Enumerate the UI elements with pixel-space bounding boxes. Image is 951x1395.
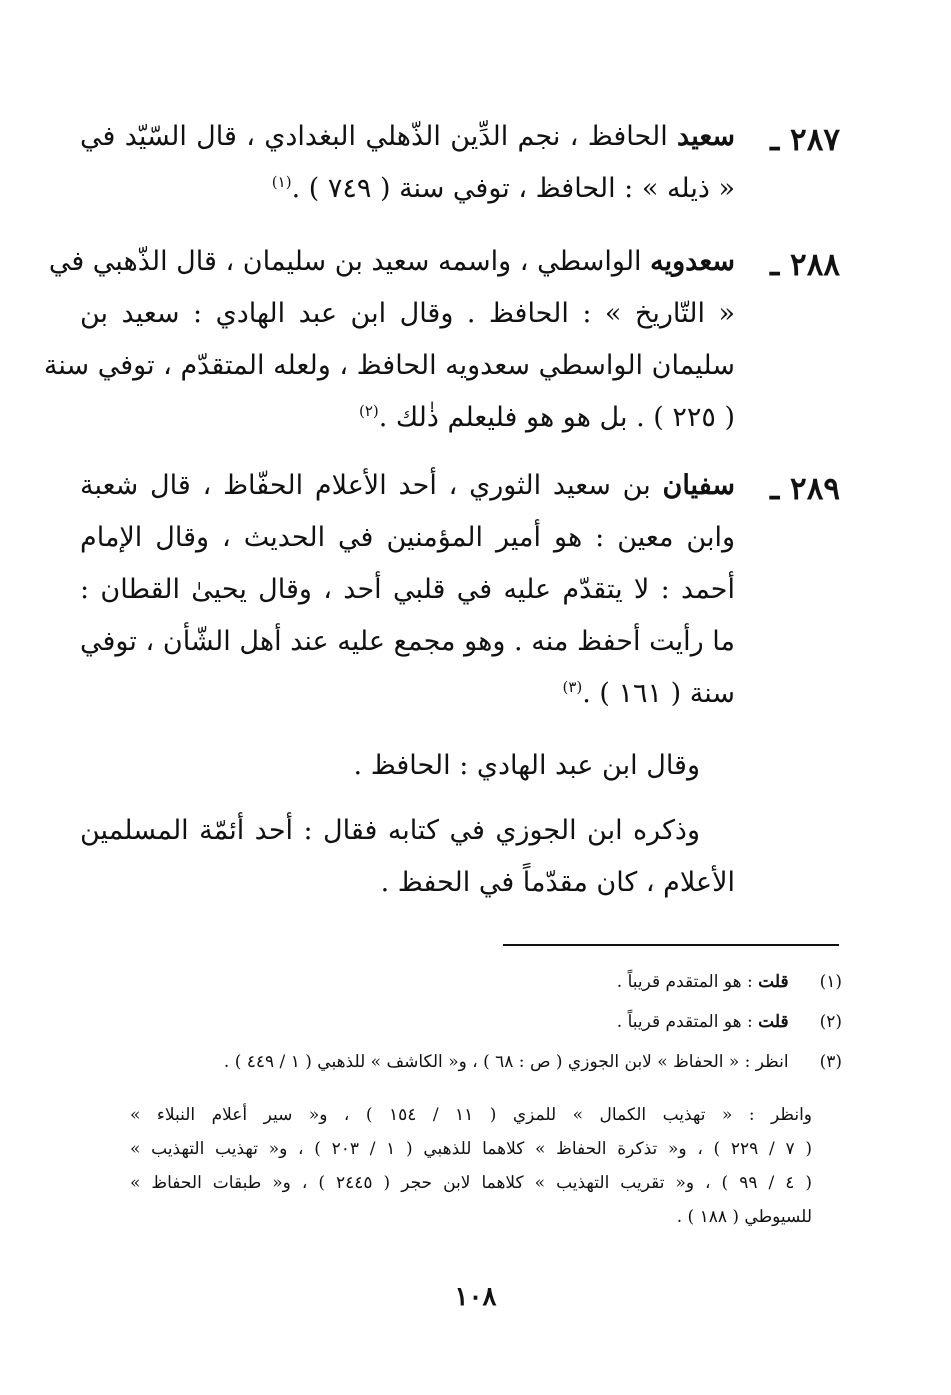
entry-line: سنة ( ١٦١ ) .$^{(٣)}$ — [562, 678, 735, 709]
paragraph-ibn-aljawzi — [80, 805, 700, 857]
footnote-3-continuation — [130, 1098, 812, 1234]
footnote-number: (٢) — [819, 1012, 842, 1032]
footnote-3 — [100, 1044, 842, 1080]
footnote-number: (١) — [819, 972, 842, 992]
entry-number: ٢٨٨ ـ — [770, 247, 840, 283]
paragraph-line: الأعلام ، كان مقدّماً في الحفظ . — [380, 867, 735, 898]
footnote-separator — [503, 944, 839, 946]
entry-287 — [80, 111, 840, 215]
page-number: ١٠٨ — [454, 1282, 497, 1312]
footnote-2 — [100, 1004, 842, 1040]
entry-289 — [80, 460, 840, 720]
footnote-text: : هو المتقدم قريباً . — [616, 1012, 759, 1032]
entry-line: سعيد الحافظ ، نجم الدِّين الذّهلي البغدادي ، قال السّيّد في — [80, 121, 735, 152]
footnote-line: وانظر : « تهذيب الكمال » للمزي ( ١١ / ١٥٤ ) ، و« سير أعلام النبلاء » — [130, 1105, 812, 1125]
entry-name: سعيد — [677, 121, 735, 152]
entry-line: سفيان بن سعيد الثوري ، أحد الأعلام الحفّاظ ، قال شعبة — [80, 470, 735, 501]
footnote-line: للسيوطي ( ١٨٨ ) . — [676, 1207, 812, 1227]
entry-line: ما رأيت أحفظ منه . وهو مجمع عليه عند أهل الشّأن ، توفي — [80, 626, 735, 657]
paragraph-ibn-aljawzi-cont — [80, 857, 735, 909]
entry-text — [43, 236, 735, 444]
footnote-1 — [100, 964, 842, 1000]
footnote-line: ( ٧ / ٢٢٩ ) ، و« تذكرة الحفاظ » كلاهما للذهبي ( ١ / ٢٠٣ ) ، و« تهذيب التهذيب » — [130, 1139, 812, 1159]
entry-name: سعدويه — [650, 246, 735, 277]
entry-line: أحمد : لا يتقدّم عليه في قلبي أحد ، وقال يحيىٰ القطان : — [80, 574, 735, 605]
footnote-bold: قلت — [758, 972, 789, 992]
entry-line: وابن معين : هو أمير المؤمنين في الحديث ، وقال الإمام — [80, 522, 735, 553]
entry-number: ٢٨٧ ـ — [770, 122, 840, 158]
paragraph-line: وذكره ابن الجوزي في كتابه فقال : أحد أئمّة المسلمين — [80, 815, 700, 846]
entry-line: سليمان الواسطي سعدويه الحافظ ، ولعله المتقدّم ، توفي سنة — [43, 350, 735, 381]
entry-line: سعدويه الواسطي ، واسمه سعيد بن سليمان ، قال الذّهبي في — [48, 246, 735, 277]
entry-line: « التّاريخ » : الحافظ . وقال ابن عبد الهادي : سعيد بن — [80, 298, 735, 329]
paragraph-ibn-abd-alhadi — [80, 740, 700, 792]
entry-number: ٢٨٩ ـ — [770, 471, 840, 507]
footnote-ref[interactable]: (٢) — [358, 402, 379, 420]
footnote-text: : هو المتقدم قريباً . — [616, 972, 759, 992]
footnote-text: انظر : « الحفاظ » لابن الجوزي ( ص : ٦٨ ) ، و« الكاشف » للذهبي ( ١ / ٤٤٩ ) . — [223, 1052, 789, 1072]
footnote-line: ( ٤ / ٩٩ ) ، و« تقريب التهذيب » كلاهما لابن حجر ( ٢٤٤٥ ) ، و« طبقات الحفاظ » — [130, 1173, 813, 1193]
entry-line: ( ٢٢٥ ) . بل هو هو فليعلم ذٰلك .$^{(٢)}$ — [358, 402, 735, 433]
footnote-ref[interactable]: (٣) — [562, 678, 583, 696]
footnote-bold: قلت — [758, 1012, 789, 1032]
entry-text — [80, 111, 735, 215]
entry-text — [80, 460, 735, 720]
footnote-number: (٣) — [819, 1052, 842, 1072]
entry-288 — [43, 236, 840, 444]
entry-name: سفيان — [662, 470, 735, 501]
paragraph-line: وقال ابن عبد الهادي : الحافظ . — [353, 750, 700, 781]
footnote-ref[interactable]: (١) — [271, 173, 292, 191]
entry-line: « ذيله » : الحافظ ، توفي سنة ( ٧٤٩ ) .$^{(١)}$ — [271, 173, 735, 204]
